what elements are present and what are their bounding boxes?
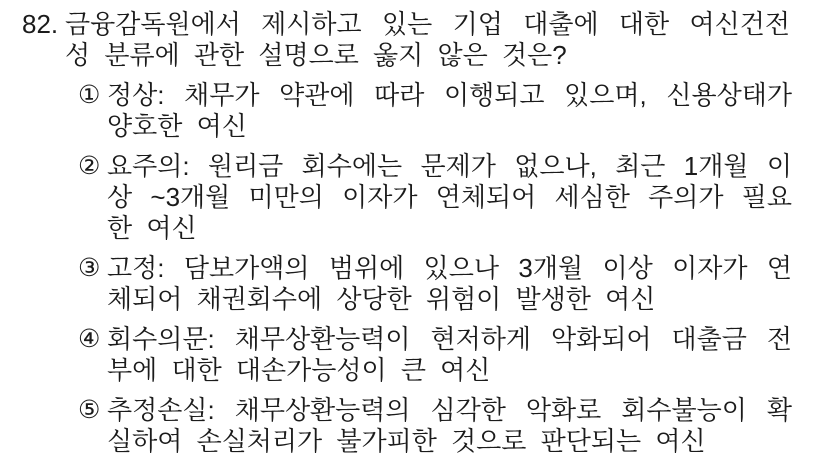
- option-4-text: [107, 324, 792, 386]
- option-2-circled-number: ②: [78, 152, 101, 180]
- option-1-line-1: 정상: 채무가 약관에 따라 이행되고 있으며, 신용상태가: [107, 80, 792, 110]
- option-2: [78, 151, 790, 244]
- question-line-1: 금융감독원에서 제시하고 있는 기업 대출에 대한 여신건전: [65, 9, 790, 39]
- option-5-text: [107, 395, 792, 457]
- option-4: [78, 324, 790, 386]
- option-5-line-1: 추정손실: 채무상환능력의 심각한 악화로 회수불능이 확: [107, 395, 792, 425]
- option-5-line-2: 실하여 손실처리가 불가피한 것으로 판단되는 여신: [107, 426, 706, 456]
- option-2-line-3: 한 여신: [107, 213, 197, 243]
- option-5: [78, 395, 790, 457]
- option-4-line-1: 회수의문: 채무상환능력이 현저하게 악화되어 대출금 전: [107, 324, 792, 354]
- question-block: [22, 9, 790, 71]
- question-line-2: 성 분류에 관한 설명으로 옳지 않은 것은?: [65, 40, 567, 70]
- option-3-line-1: 고정: 담보가액의 범위에 있으나 3개월 이상 이자가 연: [107, 253, 792, 283]
- option-4-circled-number: ④: [78, 325, 101, 353]
- question-text: [65, 9, 790, 71]
- option-3-line-2: 체되어 채권회수에 상당한 위험이 발생한 여신: [107, 284, 656, 314]
- option-2-line-1: 요주의: 원리금 회수에는 문제가 없으나, 최근 1개월 이: [107, 151, 792, 181]
- option-1-text: [107, 80, 792, 142]
- question-number: 82.: [22, 9, 59, 39]
- option-1: [78, 80, 790, 142]
- option-1-line-2: 양호한 여신: [107, 111, 247, 141]
- option-5-circled-number: ⑤: [78, 396, 101, 424]
- option-1-circled-number: ①: [78, 81, 101, 109]
- option-3-circled-number: ③: [78, 254, 101, 282]
- option-3-text: [107, 253, 792, 315]
- option-4-line-2: 부에 대한 대손가능성이 큰 여신: [107, 355, 491, 385]
- option-2-text: [107, 151, 792, 244]
- option-2-line-2: 상 ~3개월 미만의 이자가 연체되어 세심한 주의가 필요: [107, 182, 792, 212]
- option-3: [78, 253, 790, 315]
